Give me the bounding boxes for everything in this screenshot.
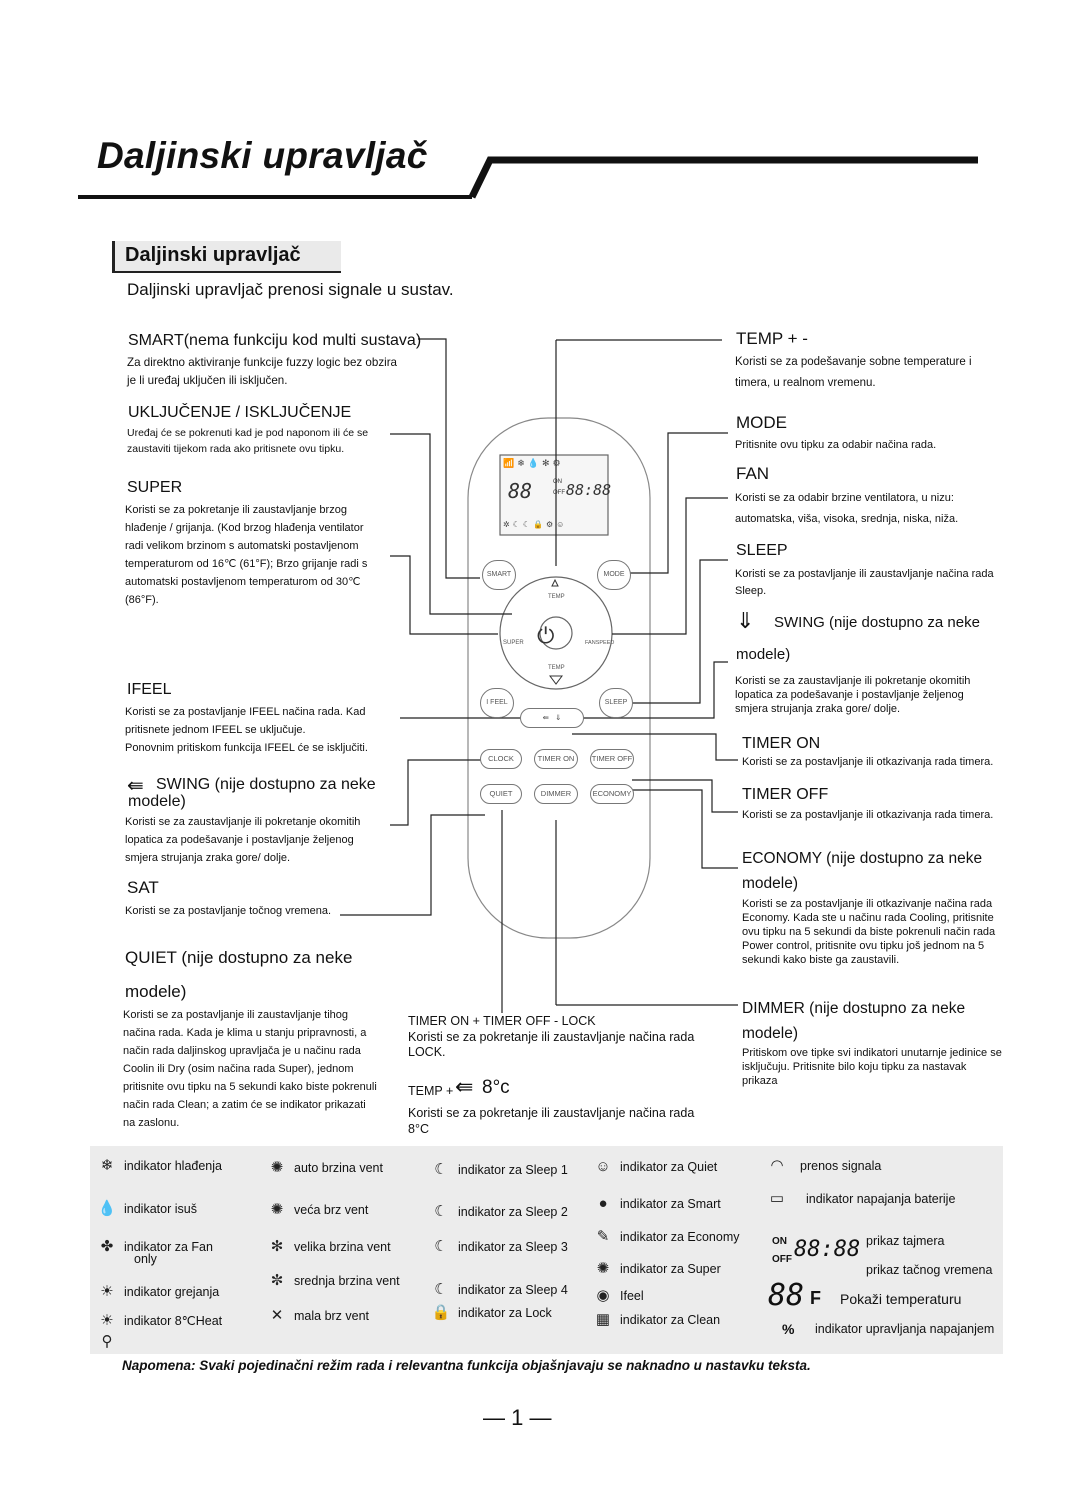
timer-on-desc: Koristi se za postavljanje ili otkazivanja rada timera. — [742, 756, 994, 768]
quiet-desc-7: na zaslonu. — [123, 1117, 180, 1129]
timer-off-heading: TIMER OFF — [742, 786, 829, 803]
timer-on-heading: TIMER ON — [742, 735, 821, 752]
legend-battery: indikator napajanja baterije — [806, 1192, 956, 1206]
fan-high-icon: ✻ — [270, 1238, 284, 1255]
lcd-icons-top: 📶❄💧✻⚙ — [503, 458, 564, 468]
legend-pct-symbol: % — [782, 1321, 795, 1337]
legend-heat: indikator grejanja — [124, 1285, 220, 1299]
sleep-desc-2: Sleep. — [735, 585, 767, 597]
dimmer-button[interactable]: DIMMER — [534, 784, 578, 804]
quiet-icon: ☺ — [595, 1158, 611, 1175]
fan-auto-icon: ✺ — [270, 1159, 284, 1176]
lcd-main: 88 — [508, 479, 533, 503]
economy-desc-3: ovu tipku na 5 sekundi da biste pokrenuli način rada — [742, 926, 996, 938]
swing-vertical-icon: ⇓ — [736, 608, 755, 633]
legend-sleep3: indikator za Sleep 3 — [458, 1240, 568, 1254]
timer-off-desc: Koristi se za postavljanje ili otkazivanja rada timera. — [742, 809, 994, 821]
ifeel-button[interactable]: I FEEL — [480, 688, 514, 718]
legend-lock: indikator za Lock — [458, 1306, 552, 1320]
swing-left-desc-2: lopatica za podešavanje i postavljanje željenog — [125, 834, 354, 846]
legend-ifeel: Ifeel — [620, 1289, 644, 1303]
sleep-heading: SLEEP — [736, 542, 788, 559]
heat8-icon: ☀ — [100, 1312, 114, 1329]
fanspeed-button[interactable]: FANSPEED — [585, 640, 615, 646]
lock-icon: 🔒 — [431, 1304, 451, 1321]
quiet-desc-1: Koristi se za postavljanje ili zaustavljanje tihog — [123, 1009, 349, 1021]
swing-buttons[interactable]: ⇚ ⇓ — [520, 708, 584, 728]
smart-heading: SMART(nema funkciju kod multi sustava) — [128, 332, 422, 349]
ifeel-desc-2: pritisnete jednom IFEEL se uključuje. — [125, 724, 306, 736]
temp-heading: TEMP + - — [736, 329, 808, 348]
lcd-time: 88:88 — [566, 481, 612, 499]
legend-sleep4: indikator za Sleep 4 — [458, 1283, 568, 1297]
super-icon: ✺ — [596, 1260, 610, 1277]
onoff-desc-1: Uređaj će se pokrenuti kad je pod naponom ili će se — [127, 427, 369, 439]
legend-fan-higher: veća brz vent — [294, 1203, 369, 1217]
lock-heading: TIMER ON + TIMER OFF - LOCK — [408, 1014, 596, 1028]
sleep4-icon: ☾ — [434, 1281, 448, 1298]
timer-off-button[interactable]: TIMER OFF — [590, 749, 634, 769]
smart-button[interactable]: SMART — [482, 560, 516, 590]
legend-fan-auto: auto brzina vent — [294, 1161, 383, 1175]
note-text: Napomena: Svaki pojedinačni režim rada i relevantna funkcija objašnjavaju se naknadno u nastavku teksta. — [122, 1358, 811, 1373]
battery-icon: ▭ — [769, 1190, 785, 1207]
temp8-heading: TEMP + — [408, 1084, 454, 1098]
lcd-icons-bottom: ✲☾☾🔒⚙☺ — [503, 520, 568, 529]
economy-heading: ECONOMY (nije dostupno za neke — [742, 850, 983, 867]
fan-higher-icon: ✺ — [270, 1201, 284, 1218]
economy-desc-1: Koristi se za postavljanje ili otkazivanje načina rada — [742, 898, 993, 910]
economy-desc-4: Power control, pritisnite ovu tipku još jednom na 5 — [742, 940, 985, 952]
legend-clean: indikator za Clean — [620, 1313, 721, 1327]
heat-icon: ☀ — [100, 1283, 114, 1300]
mode-desc: Pritisnite ovu tipku za odabir načina rada. — [735, 439, 937, 451]
clock-button[interactable]: CLOCK — [480, 749, 522, 769]
legend-power: indikator upravljanja napajanjem — [815, 1322, 995, 1336]
dry-icon: 💧 — [97, 1200, 117, 1217]
swing-right-desc-3: smjera strujanja zraka gore/ dolje. — [735, 703, 901, 715]
mode-heading: MODE — [736, 413, 787, 432]
temp8-desc-2: 8°C — [408, 1122, 429, 1136]
dimmer-heading-2: modele) — [742, 1025, 798, 1042]
page-number: — 1 — — [483, 1405, 552, 1430]
super-desc-5: automatski postavljenom temperaturom od 30℃ — [125, 576, 361, 588]
super-desc-1: Koristi se za pokretanje ili zaustavljanje brzog — [125, 504, 347, 516]
legend-quiet: indikator za Quiet — [620, 1160, 718, 1174]
sleep-button[interactable]: SLEEP — [599, 688, 633, 718]
temp8-desc-1: Koristi se za pokretanje ili zaustavljanje načina rada — [408, 1106, 695, 1120]
legend-timer: prikaz tajmera — [866, 1234, 945, 1248]
legend-fan-2: only — [134, 1252, 157, 1266]
onoff-heading: UKLJUČENJE / ISKLJUČENJE — [128, 404, 352, 421]
super-desc-2: hlađenje / grijanja. (Kod brzog hlađenja ventilator — [125, 522, 364, 534]
legend-heat8: indikator 8℃Heat — [124, 1314, 223, 1328]
quiet-desc-4: Coolin ili Dry (osim načina rada Super), jednom — [123, 1063, 354, 1075]
swing-right-heading-2: modele) — [736, 646, 791, 663]
economy-icon: ✎ — [596, 1228, 610, 1245]
legend-sleep2: indikator za Sleep 2 — [458, 1205, 568, 1219]
page-title: Daljinski upravljač — [97, 135, 428, 176]
quiet-desc-6: način rada Clean; a zatim će se indikator prikazati — [123, 1099, 366, 1111]
temp-down-button[interactable]: TEMP — [548, 665, 565, 671]
quiet-heading-2: modele) — [125, 982, 187, 1001]
fan-heading: FAN — [736, 464, 770, 483]
economy-heading-2: modele) — [742, 875, 798, 892]
fan-icon: ✤ — [100, 1238, 114, 1255]
dimmer-desc-1: Pritiskom ove tipke svi indikatori unutarnje jedinice se — [742, 1047, 1002, 1059]
super-desc-3: radi velikom brzinom s automatski postavljenom — [125, 540, 359, 552]
quiet-desc-3: način rada daljinskog upravljača je u načinu rada — [123, 1045, 361, 1057]
smart-desc-2: je li uređaj uključen ili isključen. — [127, 374, 288, 387]
economy-button[interactable]: ECONOMY — [590, 784, 634, 804]
temp-desc-2: timera, u realnom vremenu. — [735, 377, 876, 389]
section-title: Daljinski upravljač — [112, 241, 341, 273]
sleep3-icon: ☾ — [434, 1238, 448, 1255]
legend-time-symbol: 88:88 — [794, 1237, 861, 1262]
legend-clock: prikaz tačnog vremena — [866, 1263, 993, 1277]
swing-left-desc-1: Koristi se za zaustavljanje ili pokretanje okomitih — [125, 816, 361, 828]
swing-left-desc-3: smjera strujanja zraka gore/ dolje. — [125, 852, 291, 864]
ifeel-desc-1: Koristi se za postavljanje IFEEL načina rada. Kad — [125, 706, 366, 718]
sleep1-icon: ☾ — [434, 1161, 448, 1178]
economy-desc-2: Economy. Kada ste u načinu rada Cooling, pritisnite — [742, 912, 994, 924]
legend-temp-symbol: 88 — [768, 1278, 805, 1313]
super-desc-6: (86°F). — [125, 594, 159, 606]
mode-button[interactable]: MODE — [597, 560, 631, 590]
sat-desc: Koristi se za postavljanje točnog vremena. — [125, 905, 332, 917]
legend-super: indikator za Super — [620, 1262, 721, 1276]
fan-low-icon: ✕ — [270, 1307, 284, 1324]
legend-on-symbol: ON — [772, 1236, 787, 1247]
economy-desc-5: sekundi kako biste ga zaustavili. — [742, 954, 900, 966]
timer-on-button[interactable]: TIMER ON — [534, 749, 578, 769]
legend-dry: indikator isuš — [124, 1202, 197, 1216]
legend-off-symbol: OFF — [772, 1254, 792, 1265]
sleep-desc-1: Koristi se za postavljanje ili zaustavljanje načina rada — [735, 568, 994, 580]
ifeel-icon: ◉ — [596, 1287, 610, 1304]
legend-fan-high: velika brzina vent — [294, 1240, 391, 1254]
super-desc-4: temperaturom od 16℃ (61°F); Brzo grijanje radi s — [125, 558, 368, 570]
temp8-value: 8°c — [482, 1077, 510, 1098]
swing-right-desc-1: Koristi se za zaustavljanje ili pokretanje okomitih — [735, 675, 971, 687]
quiet-desc-5: pritisnite ovu tipku na 5 sekundi kako biste pokrenuli — [123, 1081, 377, 1093]
dimmer-desc-2: isključuju. Pritisnite bilo koju tipku za nastavak — [742, 1061, 967, 1073]
quiet-heading: QUIET (nije dostupno za neke — [125, 948, 353, 967]
legend-f-symbol: F — [810, 1288, 821, 1308]
signal-icon: ◠ — [770, 1157, 784, 1174]
legend-signal: prenos signala — [800, 1159, 882, 1173]
fan-desc-2: automatska, viša, visoka, srednja, niska, niža. — [735, 513, 959, 525]
legend-fan: indikator za Fan — [124, 1240, 213, 1254]
quiet-desc-2: načina rada. Kada je klima u stanju pripravnosti, a — [123, 1027, 367, 1039]
swing-right-heading: SWING (nije dostupno za neke — [774, 614, 980, 631]
swing-left-heading-2: modele) — [128, 793, 186, 810]
ifeel-heading: IFEEL — [127, 681, 172, 698]
sat-heading: SAT — [127, 878, 159, 897]
fan-desc-1: Koristi se za odabir brzine ventilatora, u nizu: — [735, 492, 954, 504]
legend-temp: Pokaži temperaturu — [840, 1291, 962, 1307]
legend-panel — [90, 1146, 1003, 1354]
onoff-desc-2: zaustaviti tijekom rada ako pritisnete ovu tipku. — [127, 443, 345, 455]
auto-icon: ⚲ — [101, 1333, 113, 1350]
svg-text:⏻: ⏻ — [537, 623, 555, 648]
swing-8c-icon: ⇚ — [455, 1074, 474, 1099]
sleep2-icon: ☾ — [434, 1203, 448, 1220]
swing-left-heading: SWING (nije dostupno za neke — [156, 776, 376, 793]
swing-horizontal-icon: ⇚ — [127, 775, 144, 797]
legend-fan-mid: srednja brzina vent — [294, 1274, 400, 1288]
cool-icon: ❄ — [100, 1157, 114, 1174]
smart-icon: ● — [598, 1195, 608, 1212]
legend-sleep1: indikator za Sleep 1 — [458, 1163, 568, 1177]
swing-right-desc-2: lopatica za podešavanje i postavljanje željenog — [735, 689, 964, 701]
smart-desc-1: Za direktno aktiviranje funkcije fuzzy logic bez obzira — [127, 356, 398, 369]
temp-desc-1: Koristi se za podešavanje sobne temperature i — [735, 356, 972, 368]
lcd-off: OFF — [553, 490, 565, 496]
legend-economy: indikator za Economy — [620, 1230, 740, 1244]
clean-icon: ▦ — [595, 1311, 611, 1328]
legend-smart: indikator za Smart — [620, 1197, 721, 1211]
fan-mid-icon: ✼ — [270, 1272, 284, 1289]
lcd-on: ON — [553, 479, 562, 485]
lock-desc-2: LOCK. — [408, 1045, 446, 1059]
lock-desc-1: Koristi se za pokretanje ili zaustavljanje načina rada — [408, 1030, 695, 1044]
legend-cool: indikator hlađenja — [124, 1159, 222, 1173]
intro-text: Daljinski upravljač prenosi signale u sustav. — [127, 280, 454, 299]
dimmer-heading: DIMMER (nije dostupno za neke — [742, 1000, 966, 1017]
ifeel-desc-3: Ponovnim pritiskom funkcija IFEEL će se isključiti. — [125, 742, 368, 754]
super-button[interactable]: SUPER — [503, 640, 524, 646]
super-heading: SUPER — [127, 479, 183, 496]
dimmer-desc-3: prikaza — [742, 1075, 778, 1087]
temp-up-button[interactable]: TEMP — [548, 594, 565, 600]
quiet-button[interactable]: QUIET — [480, 784, 522, 804]
legend-fan-low: mala brz vent — [294, 1309, 370, 1323]
